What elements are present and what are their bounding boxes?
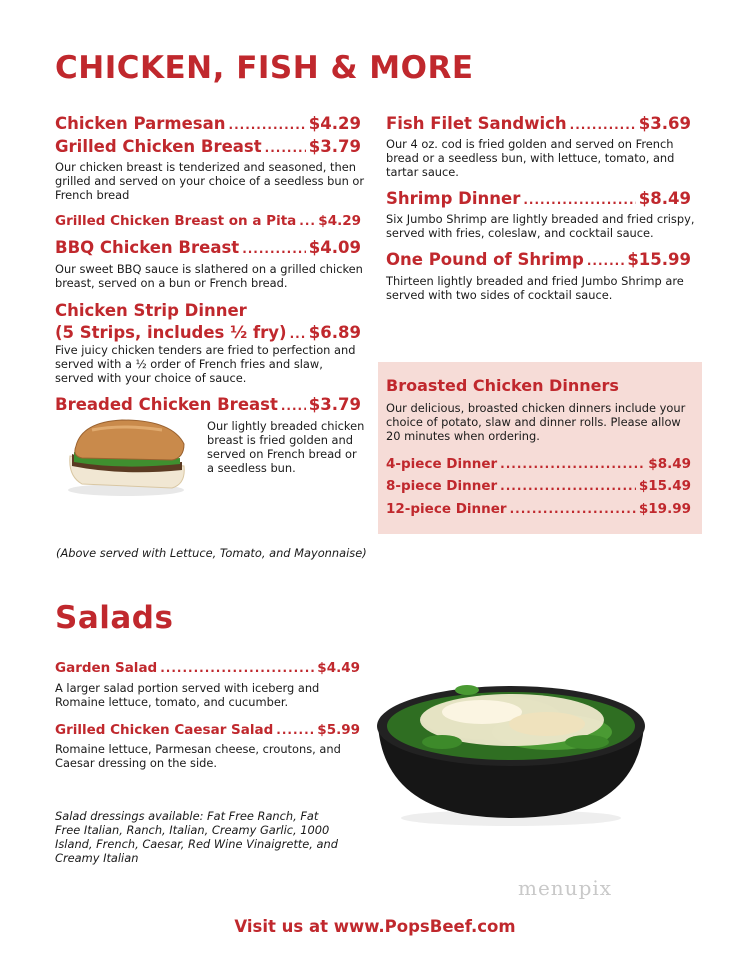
broasted-item-8-piece xyxy=(386,475,691,497)
item-price: $6.89 xyxy=(308,323,361,342)
item-price: $15.49 xyxy=(638,478,691,494)
menu-item-garden-salad xyxy=(55,657,360,679)
item-price: $8.49 xyxy=(638,189,691,208)
item-name: Grilled Chicken Breast xyxy=(55,137,262,156)
item-name: 4-piece Dinner xyxy=(386,456,498,472)
item-price: $4.09 xyxy=(308,238,361,257)
item-name: Grilled Chicken Breast on a Pita xyxy=(55,213,297,229)
item-name: Grilled Chicken Caesar Salad xyxy=(55,722,274,738)
item-name: 12-piece Dinner xyxy=(386,501,507,517)
item-name: Shrimp Dinner xyxy=(386,189,521,208)
item-price: $3.69 xyxy=(638,114,691,133)
item-description: Six Jumbo Shrimp are lightly breaded and fried crispy, served with fries, coleslaw, and cocktail sauce. xyxy=(386,212,695,240)
above-served-note: (Above served with Lettuce, Tomato, and Mayonnaise) xyxy=(56,546,367,560)
item-description: Thirteen lightly breaded and fried Jumbo Shrimp are served with two sides of cocktail sauce. xyxy=(386,274,684,302)
item-name: 8-piece Dinner xyxy=(386,478,498,494)
item-price: $4.29 xyxy=(318,213,361,229)
menu-item-chicken-strip-dinner xyxy=(55,300,361,345)
menu-item-grilled-chicken-caesar-salad xyxy=(55,719,360,741)
item-price: $3.79 xyxy=(308,137,361,156)
item-name: One Pound of Shrimp xyxy=(386,250,584,269)
item-description: A larger salad portion served with iceberg and Romaine lettuce, tomato, and cucumber. xyxy=(55,681,320,709)
item-name-line2: (5 Strips, includes ½ fry) xyxy=(55,323,287,342)
item-price: $3.79 xyxy=(308,395,361,414)
salads-title: Salads xyxy=(55,600,174,636)
item-name: BBQ Chicken Breast xyxy=(55,238,240,257)
item-name-line1: Chicken Strip Dinner xyxy=(55,301,247,320)
broasted-item-12-piece xyxy=(386,498,691,520)
menu-item-fish-filet-sandwich xyxy=(386,113,691,136)
item-description: Our chicken breast is tenderized and seasoned, then grilled and served on your choice of a seedless bun or French bread xyxy=(55,160,365,202)
item-description: Romaine lettuce, Parmesan cheese, croutons, and Caesar dressing on the side. xyxy=(55,742,341,770)
broasted-title: Broasted Chicken Dinners xyxy=(386,376,619,395)
item-name: Garden Salad xyxy=(55,660,158,676)
broasted-description: Our delicious, broasted chicken dinners include your choice of potato, slaw and dinner rolls. Please allow 20 minutes when ordering. xyxy=(386,401,686,443)
salad-dressings-note: Salad dressings available: Fat Free Ranch, Fat Free Italian, Ranch, Italian, Creamy Garlic, 1000 Island, French, Caesar, Red Wine Vinaigrette, and Creamy Italian xyxy=(55,809,338,865)
item-description: Our 4 oz. cod is fried golden and served on French bread or a seedless bun, with lettuce, tomato, and tartar sauce. xyxy=(386,137,675,179)
menupix-watermark: menupix xyxy=(518,876,613,900)
chicken-sandwich-image xyxy=(62,416,190,498)
item-price: $5.99 xyxy=(317,722,360,738)
footer-website[interactable]: Visit us at www.PopsBeef.com xyxy=(234,917,516,936)
page-title: CHICKEN, FISH & MORE xyxy=(55,50,474,86)
item-price: $19.99 xyxy=(638,501,691,517)
menu-item-grilled-chicken-breast xyxy=(55,136,361,159)
item-name: Chicken Parmesan xyxy=(55,114,226,133)
menu-item-chicken-parmesan xyxy=(55,113,361,136)
menu-item-shrimp-dinner xyxy=(386,188,691,211)
item-name: Fish Filet Sandwich xyxy=(386,114,567,133)
menu-item-one-pound-shrimp xyxy=(386,249,691,272)
menu-item-breaded-chicken-breast xyxy=(55,394,361,417)
item-price: $15.99 xyxy=(627,250,691,269)
item-description: Five juicy chicken tenders are fried to perfection and served with a ½ order of French fries and slaw, served with your choice of sauce. xyxy=(55,343,356,385)
item-description: Our sweet BBQ sauce is slathered on a grilled chicken breast, served on a bun or French bread. xyxy=(55,262,363,290)
menu-item-bbq-chicken-breast xyxy=(55,237,361,260)
broasted-item-4-piece xyxy=(386,453,691,475)
item-name: Breaded Chicken Breast xyxy=(55,395,278,414)
item-price: $4.29 xyxy=(308,114,361,133)
item-description: Our lightly breaded chicken breast is fried golden and served on French bread or a seedless bun. xyxy=(207,419,365,475)
item-price: $8.49 xyxy=(648,456,691,472)
item-price: $4.49 xyxy=(317,660,360,676)
menu-item-grilled-chicken-pita xyxy=(55,210,361,232)
caesar-salad-image xyxy=(372,668,650,828)
